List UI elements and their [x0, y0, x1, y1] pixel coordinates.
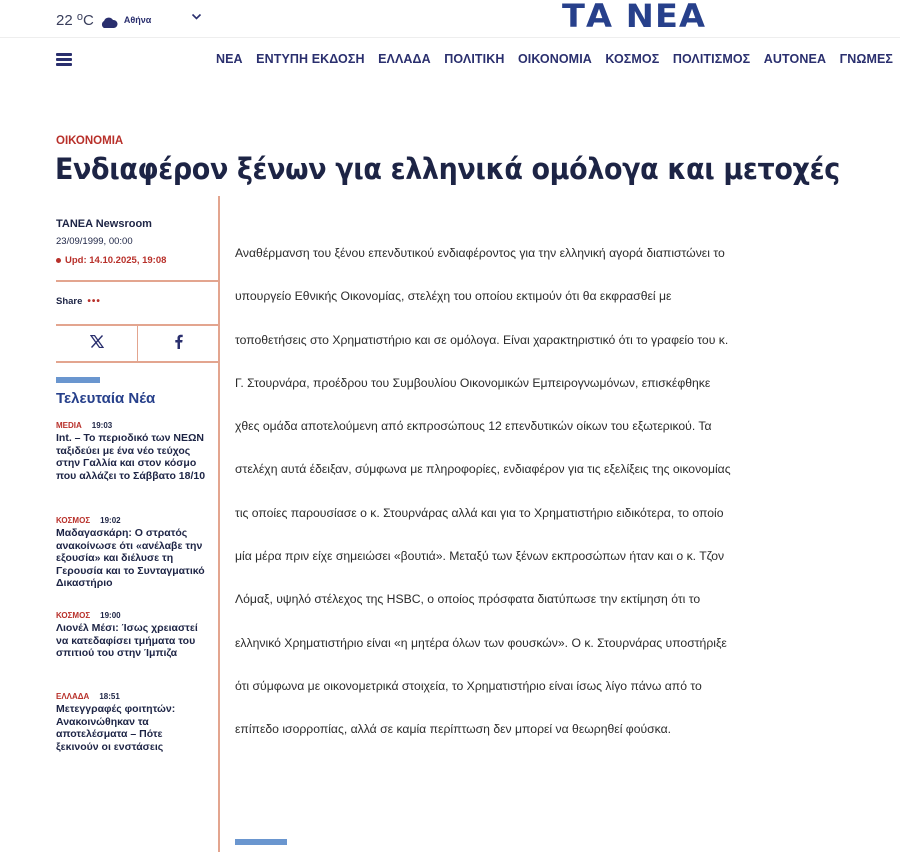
nav-item-gnomes[interactable]: ΓΝΩΜΕΣ: [839, 52, 893, 66]
news-time: 18:51: [99, 692, 120, 701]
nav-links: [202, 52, 893, 66]
news-category[interactable]: ΕΛΛΑΔΑ: [56, 692, 90, 701]
weather-widget[interactable]: [56, 11, 151, 29]
news-title[interactable]: Μετεγγραφές φοιτητών: Ανακοινώθηκαν τα αποτελέσματα – Πότε ξεκινούν οι ενστάσεις: [56, 703, 176, 753]
article-end-bar: [235, 839, 287, 845]
x-icon: [90, 335, 104, 353]
article-category[interactable]: ΟΙΚΟΝΟΜΙΑ: [56, 135, 124, 147]
nav-item-politismos[interactable]: ΠΟΛΙΤΙΣΜΟΣ: [672, 52, 751, 66]
share-facebook-button[interactable]: [137, 325, 218, 362]
news-category[interactable]: ΚΟΣΜΟΣ: [56, 611, 91, 620]
top-bar: [0, 0, 900, 38]
latest-news-item[interactable]: [56, 692, 208, 753]
article-updated: Upd: 14.10.2025, 19:08: [56, 255, 166, 266]
news-category[interactable]: MEDIA: [56, 421, 82, 430]
temperature: 22 $^o$C: [56, 11, 94, 29]
news-time: 19:00: [100, 611, 121, 620]
city-name: Αθήνα: [123, 15, 152, 25]
news-title[interactable]: Μαδαγασκάρη: Ο στρατός ανακοίνωσε ότι «ανέλαβε την εξουσία» και διέλυσε τη Γερουσία και το Συνταγματικό Δικαστήριο: [56, 527, 205, 589]
social-share: [56, 325, 218, 362]
nav-item-politiki[interactable]: ΠΟΛΙΤΙΚΗ: [444, 52, 505, 66]
share-x-button[interactable]: [56, 325, 137, 362]
main-nav: [0, 39, 900, 79]
column-divider: [218, 196, 220, 852]
nav-item-nea[interactable]: ΝΕΑ: [215, 52, 243, 66]
nav-item-autonea[interactable]: AUTONEA: [763, 52, 827, 66]
latest-news-item[interactable]: [56, 421, 208, 482]
article-date: 23/09/1999, 00:00: [56, 236, 133, 247]
more-dots-icon: •••: [87, 296, 101, 307]
update-dot-icon: [56, 258, 61, 263]
news-time: 19:03: [91, 421, 113, 430]
divider: [56, 361, 218, 363]
hamburger-menu-icon[interactable]: [56, 53, 72, 66]
cloud-icon: [100, 15, 118, 26]
news-title[interactable]: Int. – Το περιοδικό των ΝΕΩΝ ταξιδεύει με ένα νέο τεύχος στην Γαλλία και στον κόσμο που αλλάζει το Σάββατο 18/10: [56, 432, 206, 482]
nav-item-oikonomia[interactable]: ΟΙΚΟΝΟΜΙΑ: [517, 52, 592, 66]
chevron-down-icon[interactable]: [191, 13, 202, 21]
news-time: 19:02: [100, 516, 121, 525]
latest-news-item[interactable]: [56, 516, 208, 590]
nav-item-kosmos[interactable]: ΚΟΣΜΟΣ: [605, 52, 660, 66]
nav-item-ellada[interactable]: ΕΛΛΑΔΑ: [378, 52, 431, 66]
facebook-icon: [174, 334, 183, 354]
article-author[interactable]: TANEA Newsroom: [56, 218, 152, 230]
divider: [56, 280, 218, 282]
news-category[interactable]: ΚΟΣΜΟΣ: [56, 516, 91, 525]
site-logo[interactable]: ΤΑ ΝΕΑ: [562, 0, 706, 35]
article-body: [235, 232, 735, 752]
nav-item-entypi-ekdosi[interactable]: ΕΝΤΥΠΗ ΕΚΔΟΣΗ: [256, 52, 365, 66]
article-paragraph: Αναθέρμανση του ξένου επενδυτικού ενδιαφέροντος για την ελληνική αγορά διαπιστώνει το υπουργείο Εθνικής Οικονομίας, στελέχη του οποίου εκτιμούν ότι θα εκφρασθεί με τοποθετήσεις στο Χρηματιστήριο και σε ομόλογα. Είναι χαρακτηριστικό ότι το γραφείο του κ. Γ. Στουρνάρα, προέδρου του Συμβουλίου Οικονομικών Εμπειρογνωμόνων, επισκέφθηκε χθες ομάδα αποτελούμενη από εκπροσώπους 12 επενδυτικών οίκων του εξωτερικού. Τα στελέχη αυτά έδειξαν, σύμφωνα με πληροφορίες, ενδιαφέρον για τις εξελίξεις της οικονομίας τις οποίες παρουσίασε ο κ. Στουρνάρας αλλά και για το Χρηματιστήριο ειδικότερα, το οποίο μία μέρα πριν είχε σημειώσει «βουτιά». Μεταξύ των ξένων εκπροσώπων ήταν και ο κ. Τζον Λόμαξ, υψηλό στέλεχος της HSBC, ο οποίος πρόσφατα διατύπωσε την εκτίμηση ότι το ελληνικό Χρηματιστήριο είναι «η μητέρα όλων των φουσκών». Ο κ. Στουρνάρας υποστήριξε ότι σύμφωνα με οικονομετρικά στοιχεία, το Χρηματιστήριο είναι ίσως λίγο πάνω από το επίπεδο ισορροπίας, αλλά σε καμία περίπτωση δεν μπορεί να θεωρηθεί φούσκα.: [235, 246, 731, 737]
share-button[interactable]: Share •••: [56, 296, 101, 307]
latest-news-item[interactable]: [56, 611, 208, 660]
section-accent-bar: [56, 377, 100, 383]
news-title[interactable]: Λιονέλ Μέσι: Ίσως χρειαστεί να κατεδαφίσει τμήματα του σπιτιού του στην Ίμπιζα: [56, 622, 198, 659]
latest-news-heading: Τελευταία Νέα: [56, 390, 156, 407]
article-title: Ενδιαφέρον ξένων για ελληνικά ομόλογα και μετοχές: [55, 152, 840, 186]
